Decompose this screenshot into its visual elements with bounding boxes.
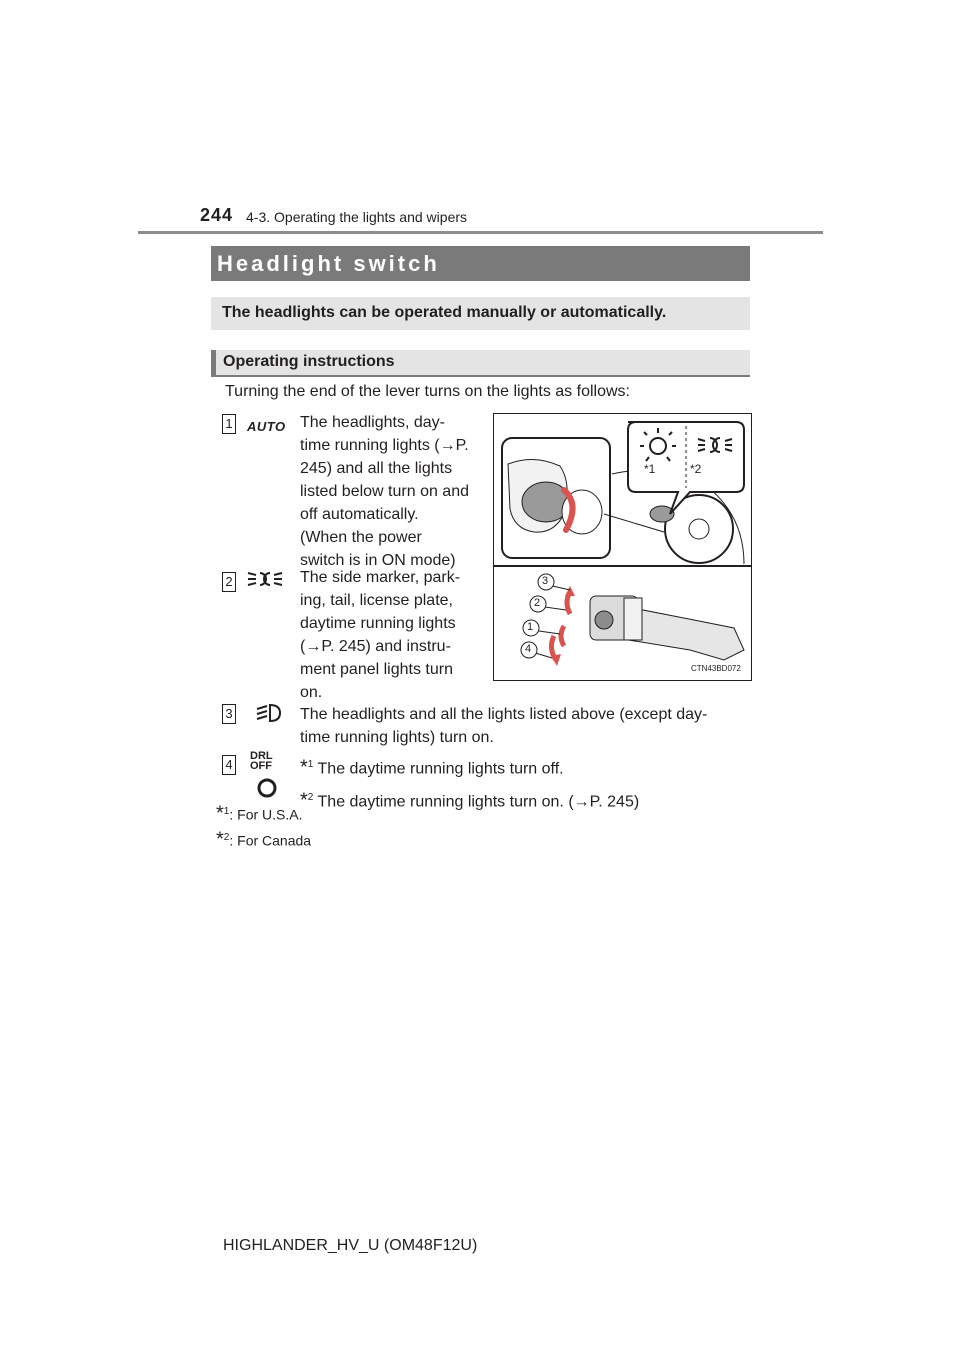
- headlight-lever-figure: [493, 413, 752, 681]
- headlight-icon: [254, 700, 282, 726]
- footnote-text: : For Canada: [229, 832, 312, 849]
- footnote-1: [216, 802, 303, 825]
- footnote-2: [216, 828, 312, 851]
- subheading-text: Operating instructions: [223, 353, 395, 370]
- page-number: 244: [200, 205, 234, 225]
- footnote-star: *: [216, 828, 224, 851]
- auto-icon: AUTO: [247, 419, 286, 434]
- document-footer: HIGHLANDER_HV_U (OM48F12U): [223, 1237, 478, 1254]
- note-star: *: [300, 789, 308, 812]
- lever-position-1: 1: [527, 621, 534, 633]
- item-1-line: 245) and all the lights: [300, 460, 453, 477]
- item-2-line: ing, tail, license plate,: [300, 592, 453, 609]
- footnote-text: : For U.S.A.: [229, 806, 303, 823]
- subheading-bar: [211, 350, 750, 377]
- drl-off-label: DRL OFF: [250, 750, 273, 772]
- page-title-bar: [211, 246, 750, 281]
- subheading-accent: [211, 350, 216, 375]
- note-text: The daytime running lights turn off.: [313, 760, 564, 778]
- item-1-line: The headlights, day-: [300, 414, 445, 431]
- figure-code: CTN43BD072: [691, 664, 741, 673]
- lever-position-2: 2: [534, 597, 541, 609]
- lever-position-3: 3: [542, 575, 549, 587]
- item-3-description: [300, 703, 750, 749]
- item-4-description: [300, 750, 750, 817]
- drl-lamp-icon: [256, 777, 278, 799]
- note-star: *: [300, 756, 308, 779]
- item-4-note-1: [300, 750, 750, 783]
- item-number-4: 4: [222, 755, 236, 775]
- footnote-sup: 2: [223, 832, 230, 843]
- page-title: Headlight switch: [217, 251, 440, 276]
- footnote-sup: 1: [223, 806, 230, 817]
- item-1-line: listed below turn on and: [300, 483, 469, 500]
- item-number-1: 1: [222, 414, 236, 434]
- item-2-description: [300, 566, 476, 704]
- item-number-2: 2: [222, 572, 236, 592]
- item-2-line: (→P. 245) and instru-: [300, 638, 451, 655]
- item-4-note-2: [300, 783, 750, 816]
- lever-illustration: [494, 414, 751, 680]
- summary-box: [211, 297, 750, 330]
- item-1-line: switch is in ON mode): [300, 552, 456, 569]
- item-1-line: off automatically.: [300, 506, 419, 523]
- callout-label-2: *2: [690, 462, 702, 476]
- item-1-line: (When the power: [300, 529, 422, 546]
- item-number-3: 3: [222, 704, 236, 724]
- intro-text: Turning the end of the lever turns on the lights as follows:: [225, 383, 630, 400]
- header-divider: [138, 231, 823, 234]
- item-3-line: The headlights and all the lights listed above (except day-: [300, 706, 708, 723]
- lever-position-4: 4: [525, 643, 532, 655]
- item-2-line: The side marker, park-: [300, 569, 461, 586]
- item-2-line: on.: [300, 684, 323, 701]
- summary-text: The headlights can be operated manually or automatically.: [222, 304, 667, 321]
- callout-label-1: *1: [644, 462, 656, 476]
- note-sup: 2: [307, 792, 314, 804]
- note-sup: 1: [307, 759, 314, 770]
- note-text: The daytime running lights turn on. (→P. 245): [313, 793, 640, 811]
- item-2-line: daytime running lights: [300, 615, 456, 632]
- parking-lights-icon: [245, 566, 285, 592]
- section-title: 4-3. Operating the lights and wipers: [246, 209, 468, 225]
- item-1-line: time running lights (→P.: [300, 437, 469, 454]
- item-3-line: time running lights) turn on.: [300, 729, 494, 746]
- item-1-description: [300, 411, 476, 572]
- item-2-line: ment panel lights turn: [300, 661, 453, 678]
- footnote-star: *: [216, 802, 224, 825]
- drl-off-icon: [250, 751, 280, 771]
